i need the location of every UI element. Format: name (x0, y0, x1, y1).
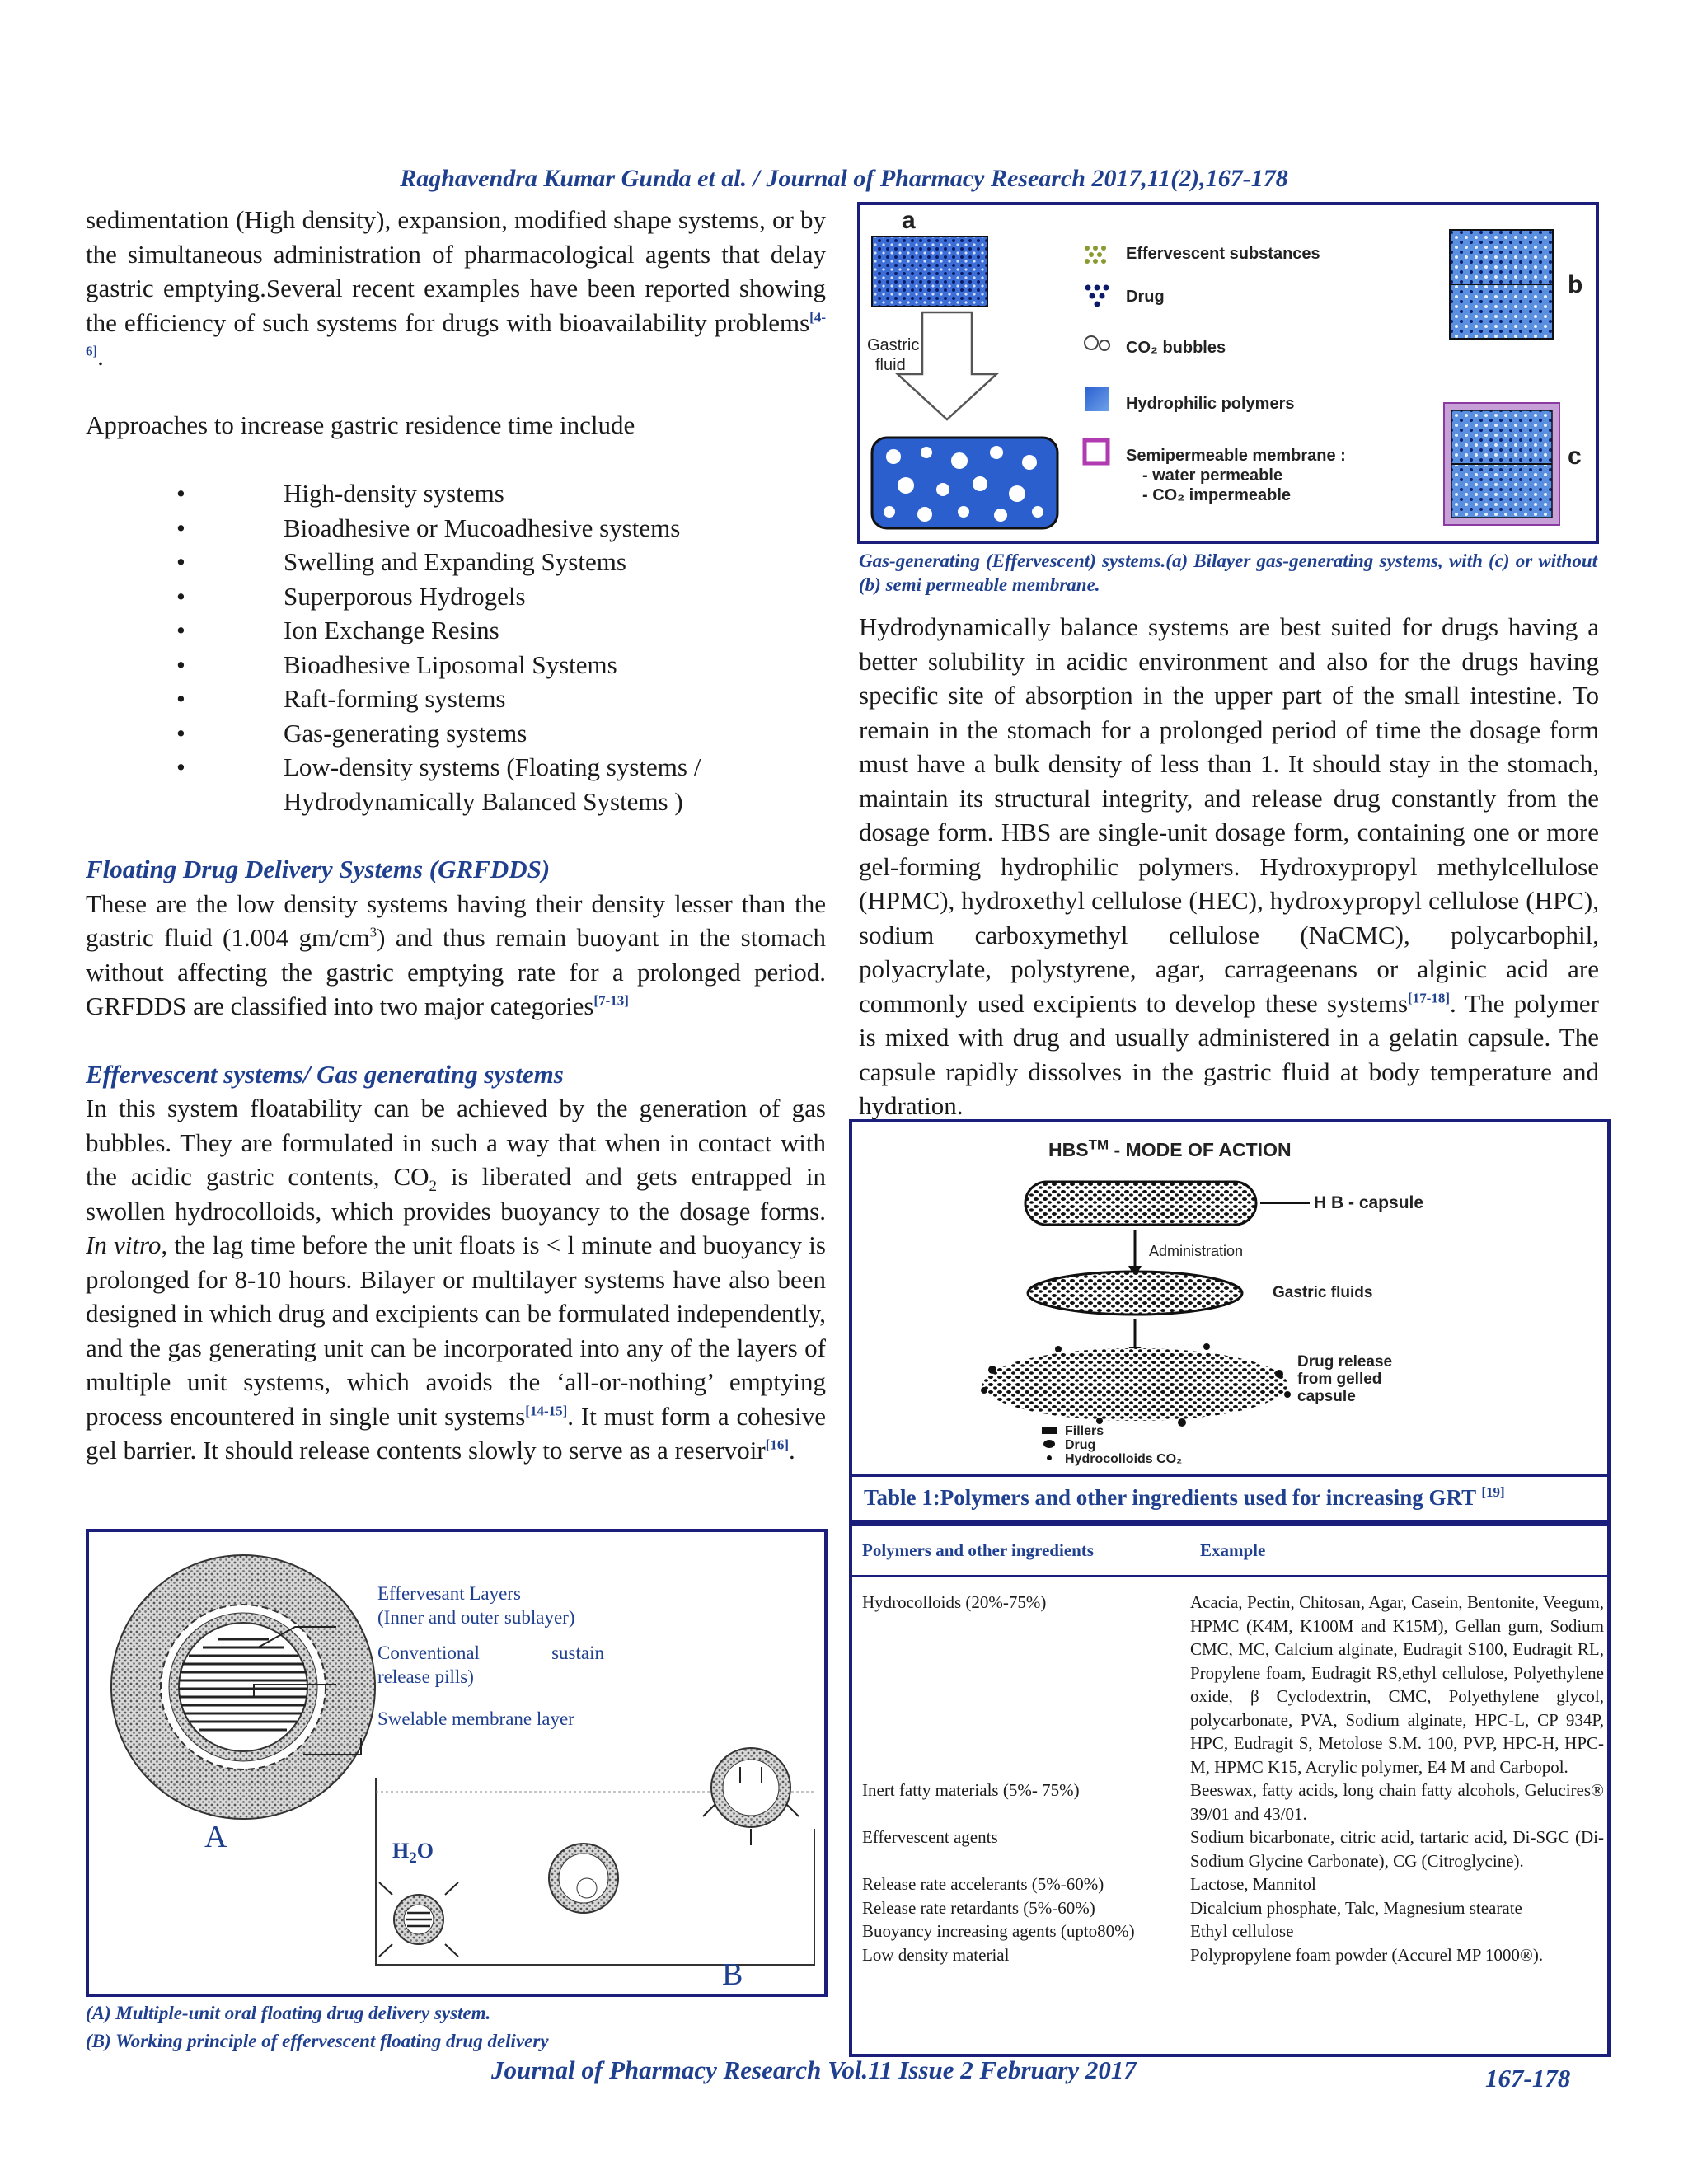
table-cell-ingredient: Inert fatty materials (5%- 75%) (862, 1780, 1080, 1800)
legend-co2-bubbles: CO₂ bubbles (1126, 339, 1226, 357)
figure-multiple-unit (86, 1529, 828, 1997)
table-row (862, 1919, 1604, 1943)
effervescent-substances-icon (1085, 246, 1106, 264)
table-header-row (852, 1526, 1607, 1577)
label-sublayer: (Inner and outer sublayer) (377, 1607, 575, 1628)
approach-item: • Bioadhesive or Mucoadhesive systems (86, 511, 826, 546)
label-sustain: sustain (551, 1643, 604, 1663)
label-A: A (204, 1820, 227, 1854)
running-header: Raghavendra Kumar Gunda et al. / Journal of Pharmacy Research 2017,11(2),167-178 (400, 165, 1288, 192)
table-body (862, 1591, 1604, 1966)
table-cell-ingredient: Effervescent agents (862, 1827, 998, 1847)
bilayer-tablet-a (872, 237, 987, 307)
label-from-gelled: from gelled (1297, 1371, 1382, 1388)
drug-icon (1085, 285, 1109, 307)
semipermeable-membrane-icon (1085, 440, 1108, 463)
drug-legend-icon (1043, 1440, 1055, 1448)
footer-pages: 167-178 (1485, 2064, 1571, 2093)
label-drug-release: Drug release (1297, 1353, 1393, 1371)
label-administration: Administration (1149, 1243, 1244, 1259)
table-row (862, 1779, 1604, 1825)
left-column (86, 203, 826, 1468)
label-c: c (1568, 443, 1582, 470)
approaches-lead: Approaches to increase gastric residence time include (86, 410, 635, 439)
table-cell-example: Beeswax, fatty acids, long chain fatty alcohols, Gelucires® 39/01 and 43/01. (1190, 1780, 1604, 1824)
legend-fillers: Fillers (1065, 1424, 1104, 1438)
legend-hydrocolloids: Hydrocolloids CO₂ (1065, 1452, 1183, 1466)
table-cell-ingredient: Buoyancy increasing agents (upto80%) (862, 1921, 1135, 1941)
label-release-pills: release pills) (377, 1666, 474, 1687)
intro-paragraph: sedimentation (High density), expansion, modified shape systems, or by the simultaneous administration of pharmacological agents that delay gastric emptying.Several recent examples have been reported showing the efficiency of such systems for drugs with bioavailability problems[4-6]. (86, 205, 826, 371)
figure-hbs-mode-of-action (849, 1119, 1611, 1477)
citation[interactable]: [4-6] (86, 309, 826, 359)
floating-heading: Floating Drug Delivery Systems (GRFDDS) (86, 855, 551, 883)
table-row (862, 1943, 1604, 1967)
hbs-paragraph: Hydrodynamically balance systems are best suited for drugs having a better solubility in acidic environment and also for the drugs having specific site of absorption in the upper part of the small intestine. To remain in the stomach for a prolonged period of time the dosage form must have a bulk density of less than 1. It should stay in the stomach, maintain its structural integrity, and release drug constantly from the dosage form. HBS are single-unit dosage form, containing one or more gel-forming hydrophilic polymers. Hydroxypropyl methylcellulose (HPMC), hydroxethyl cellulose (HEC), hydroxypropyl cellulose (HPC), sodium carboxymethyl cellulose (NaCMC), polycarbophil, polyacrylate, polystyrene, agar, carrageenans or alginic acid are commonly used excipients to develop these systems[17-18]. The polymer is mixed with drug and usually administered in a gelatin capsule. The capsule rapidly dissolves in the gastric fluid at body temperature and hydration. (859, 612, 1599, 1120)
approach-item: • Superporous Hydrogels (86, 579, 826, 614)
approach-item: • High-density systems (86, 476, 826, 511)
legend-drug: Drug (1065, 1438, 1096, 1452)
legend-effervescent-substances: Effervescent substances (1126, 245, 1320, 263)
table-row (862, 1872, 1604, 1896)
approach-item: • Swelling and Expanding Systems (86, 545, 826, 579)
legend-semipermeable-membrane: Semipermeable membrane : (1126, 447, 1346, 465)
table-cell-ingredient: Hydrocolloids (20%-75%) (862, 1592, 1047, 1612)
legend-water-permeable: - water permeable (1142, 466, 1283, 485)
co2-bubbles-icon (1085, 336, 1109, 350)
effervescent-heading: Effervescent systems/ Gas generating systems (86, 1059, 564, 1089)
legend-hydrophilic-polymers: Hydrophilic polymers (1126, 395, 1295, 413)
hb-capsule-icon (1025, 1182, 1256, 1225)
table-header-ingredients: Polymers and other ingredients (862, 1540, 1094, 1560)
bullet-icon: • (176, 684, 185, 713)
table-cell-example: Sodium bicarbonate, citric acid, tartaric acid, Di-SGC (Di-Sodium Glycine Carbonate), CG (Citroglycine). (1190, 1827, 1604, 1871)
table-cell-ingredient: Low density material (862, 1944, 1010, 1965)
label-h2o: $H_2O$ (392, 1839, 434, 1868)
citation[interactable]: [17-18] (1408, 990, 1451, 1006)
label-b: b (1568, 271, 1583, 298)
table-1-caption: Table 1:Polymers and other ingredients used for increasing GRT [19] (864, 1484, 1505, 1510)
gastric-capsule-icon (1028, 1272, 1242, 1315)
figure-gas-generating (857, 202, 1599, 544)
table-cell-ingredient: Release rate retardants (5%-60%) (862, 1897, 1095, 1918)
table-cell-example: Dicalcium phosphate, Talc, Magnesium stearate (1190, 1897, 1522, 1918)
bullet-icon: • (176, 513, 185, 542)
fillers-icon (1042, 1427, 1057, 1434)
bullet-icon: • (176, 752, 185, 781)
gelled-capsule-icon (981, 1343, 1291, 1427)
citation[interactable]: [16] (765, 1436, 790, 1453)
table-cell-example: Acacia, Pectin, Chitosan, Agar, Casein, Bentonite, Veegum, HPMC (K4M, K100M and K15M), Gellan gum, Sodium CMC, MC, Calcium alginate, Eudragit S100, Eudragit RL, Propylene foam, Eudragit RS,ethyl cellulose, Polyethylene oxide, β Cyclodextrin, CMC, Polyethylene glycol, polycarbonate, PVA, Sodium alginate, HPC-L, CP 934P, HPC, Eudragit S, Metolose S.M. 100, PVP, HPC-H, HPC-M, HPMC K15, Acrylic polymer, E4 M and Carbopol. (1190, 1592, 1604, 1777)
legend-co2-impermeable: - CO₂ impermeable (1142, 486, 1292, 504)
table-cell-example: Polypropylene foam powder (Accurel MP 1000®). (1190, 1944, 1544, 1965)
approaches-list (86, 476, 826, 818)
approach-item: Hydrodynamically Balanced Systems ) (284, 786, 683, 816)
figure-gas-generating-caption: Gas-generating (Effervescent) systems.(a) Bilayer gas-generating systems, with (c) or without (b) semi permeable membrane. (859, 551, 1597, 595)
label-gastric: Gastric (867, 336, 920, 354)
label-hb-capsule: H B - capsule (1314, 1193, 1424, 1212)
label-swellable-membrane: Swelable membrane layer (377, 1708, 574, 1729)
approach-item: • Raft-forming systems (86, 682, 826, 716)
table-header-example: Example (1200, 1540, 1266, 1560)
footer-journal: Journal of Pharmacy Research Vol.11 Issue 2 February 2017 (491, 2055, 1137, 2084)
approach-item: • Low-density systems (Floating systems / (86, 750, 826, 785)
floating-paragraph: These are the low density systems having their density lesser than the gastric fluid (1.004 $gm/cm^3$) and thus remain buoyant in the stomach without affecting the gastric emptying rate for a prolonged period. GRFDDS are classified into two major categories[7-13] (86, 888, 826, 1020)
label-gastric-fluids: Gastric fluids (1273, 1284, 1373, 1301)
label-conventional: Conventional (377, 1643, 480, 1663)
citation[interactable]: [14-15] (525, 1403, 568, 1419)
bullet-icon: • (176, 547, 185, 576)
bullet-icon: • (176, 616, 185, 644)
label-fluid: fluid (875, 356, 906, 374)
bullet-icon: • (176, 479, 185, 508)
bullet-icon: • (176, 581, 185, 611)
effervescent-paragraph: In this system floatability can be achieved by the generation of gas bubbles. They are formulated in such a way that when in contact with the acidic gastric contents, $CO_2$ is liberated and gets entrapped in swollen hydrocolloids, which provides buoyancy to the dosage forms. In vitro, the lag time before the unit floats is < l minute and buoyancy is prolonged for 8-10 hours. Bilayer or multilayer systems have also been designed in which drug and excipients can be formulated independently, and the gas generating unit can be incorporated into any of the layers of multiple unit systems, which avoids the ‘all-or-nothing’ emptying process encountered in single unit systems[14-15]. It must form a cohesive gel barrier. It should release contents slowly to serve as a reservoir[16]. (86, 1094, 827, 1465)
label-B: B (722, 1957, 743, 1992)
hbs-title: HBS™ - MODE OF ACTION (1048, 1137, 1292, 1160)
approach-item: • Bioadhesive Liposomal Systems (86, 648, 826, 682)
table-1 (849, 1523, 1611, 2057)
table-cell-ingredient: Release rate accelerants (5%-60%) (862, 1874, 1104, 1894)
table-row (862, 1896, 1604, 1920)
hydrocolloids-icon (1047, 1455, 1052, 1460)
bullet-icon: • (176, 718, 185, 748)
figure-multiple-unit-caption: (A) Multiple-unit oral floating drug delivery system. (B) Working principle of effervescent floating drug delivery (86, 2003, 549, 2051)
table-cell-example: Ethyl cellulose (1190, 1921, 1294, 1941)
approach-item: • Ion Exchange Resins (86, 613, 826, 648)
table-1-caption-box (849, 1477, 1611, 1523)
bullet-icon: • (176, 649, 185, 679)
legend-drug: Drug (1126, 288, 1165, 306)
table-row (862, 1825, 1604, 1872)
sustain-release-core (179, 1623, 307, 1751)
label-a: a (902, 207, 916, 234)
figure-hbs-drawing (852, 1122, 1607, 1474)
citation[interactable]: [7-13] (593, 992, 629, 1009)
label-effervescent-layers: Effervesant Layers (377, 1583, 521, 1604)
table-row (862, 1591, 1604, 1779)
table-cell-example: Lactose, Mannitol (1190, 1874, 1316, 1894)
label-capsule: capsule (1297, 1388, 1356, 1405)
approach-item: • Gas-generating systems (86, 716, 826, 751)
hydrophilic-polymers-icon (1085, 387, 1109, 411)
